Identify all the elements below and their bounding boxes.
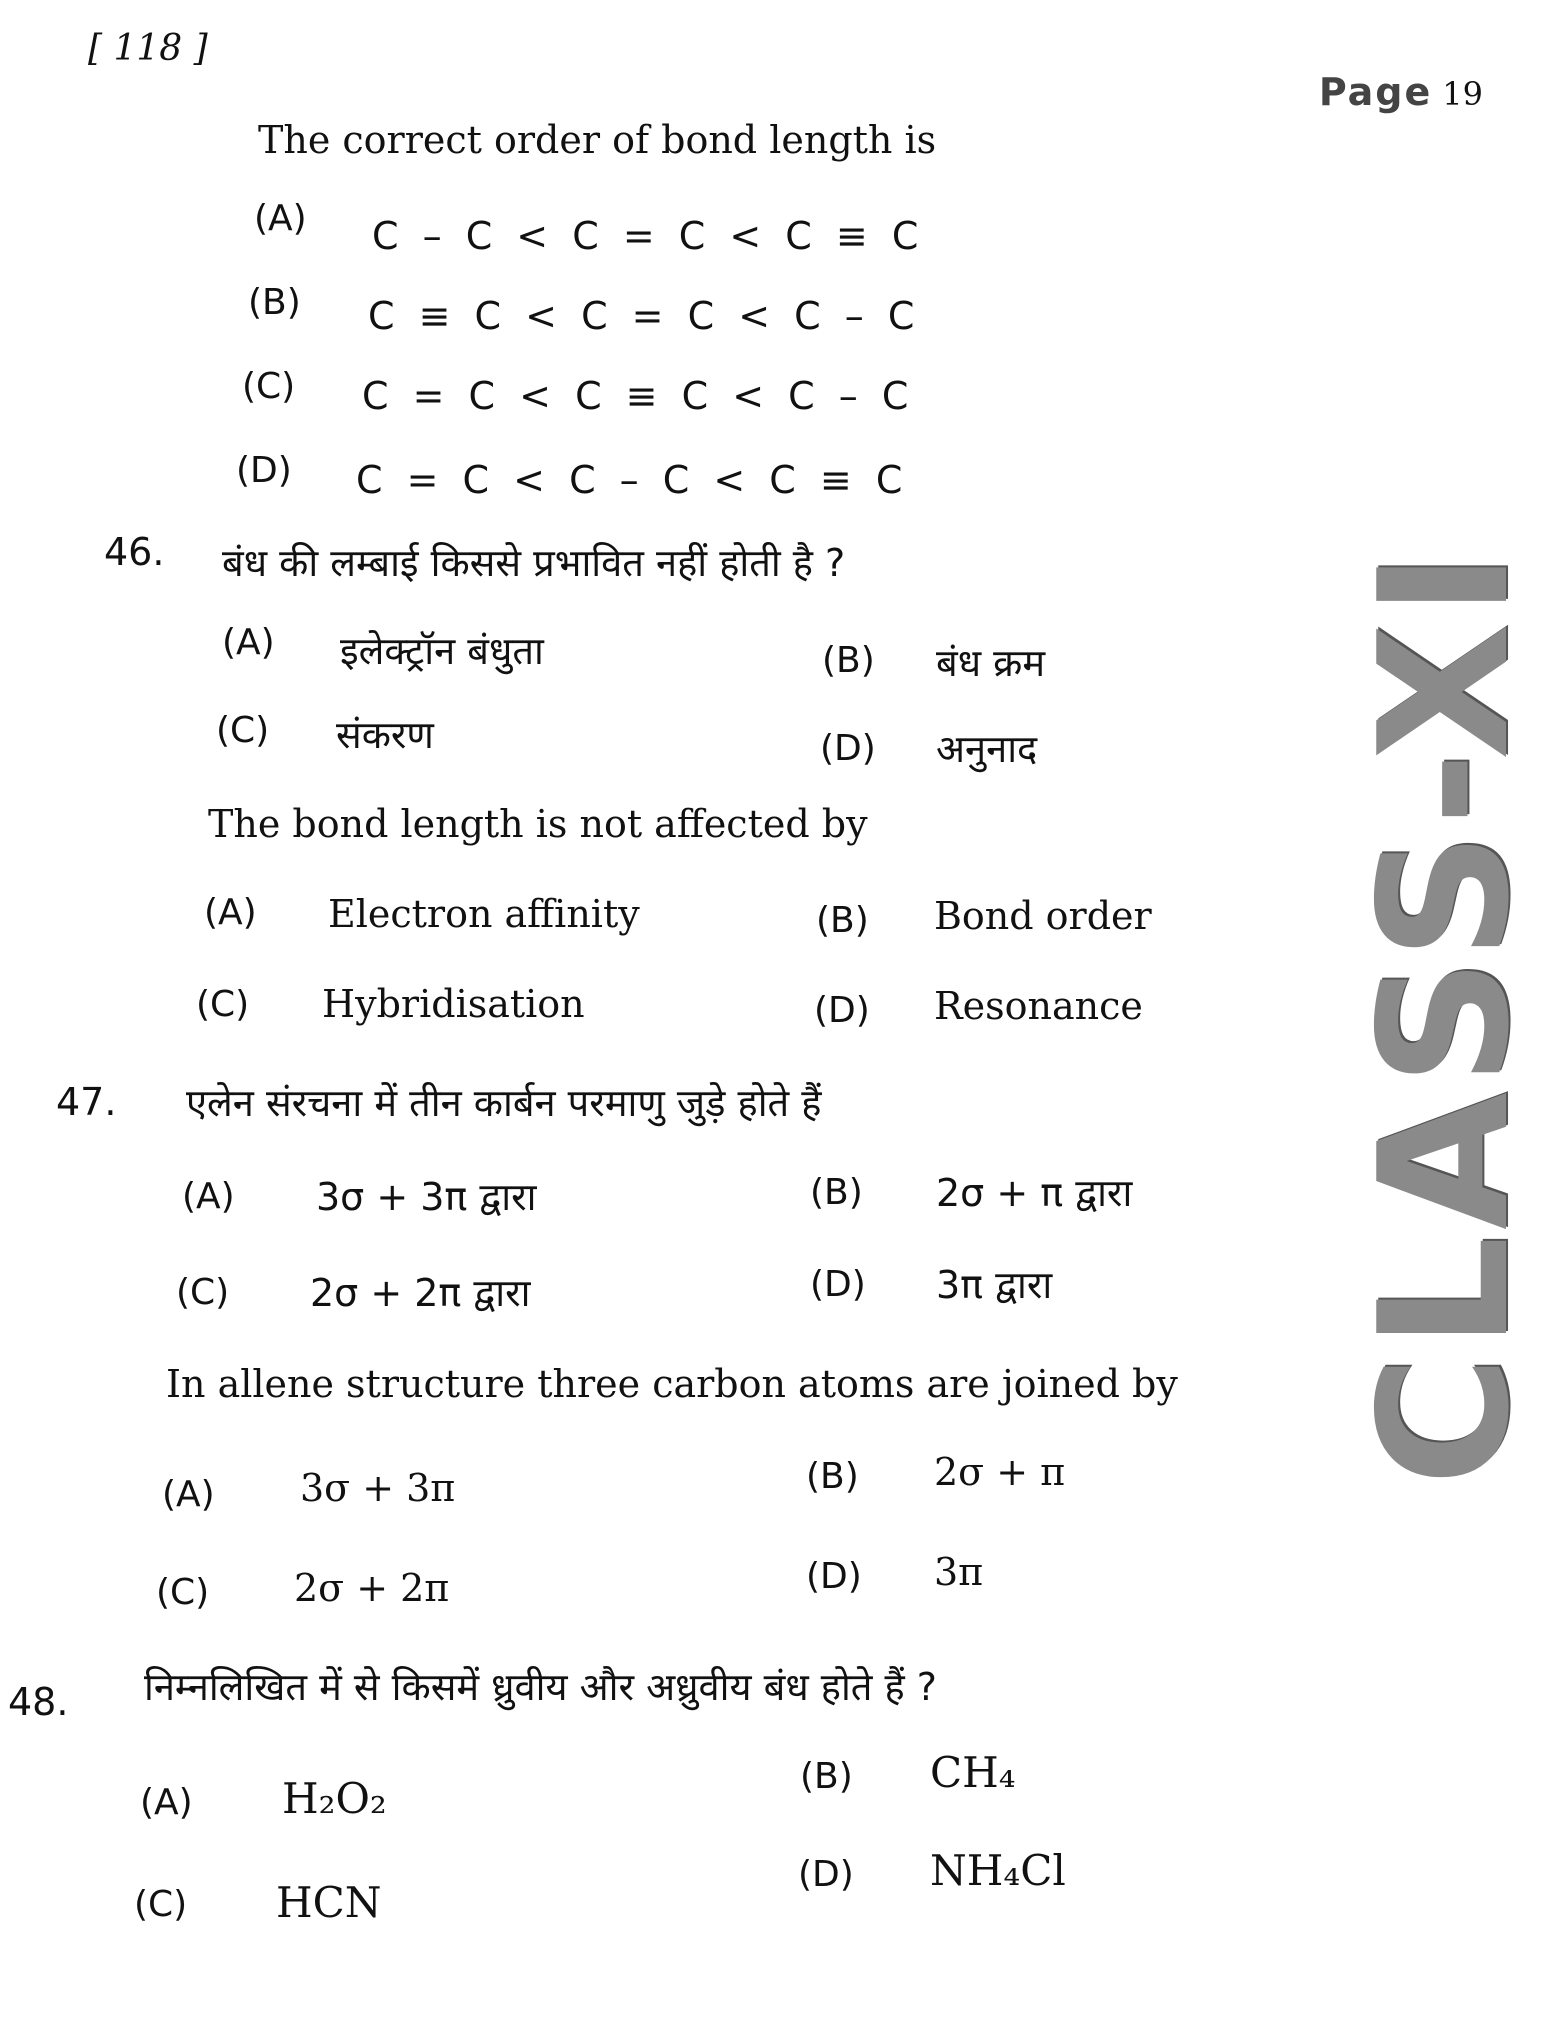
q46-option-a-text-en: Electron affinity (328, 892, 640, 936)
q47-option-c-label-en: (C) (156, 1572, 210, 1613)
page-bracket-number: [ 118 ] (88, 28, 208, 69)
q47-option-c-label-hi: (C) (176, 1272, 230, 1313)
q47-option-a-text-en: 3σ + 3π (300, 1466, 456, 1510)
class-side-banner-text: CLASS-XI (1341, 544, 1549, 1486)
q45-option-d-text: C = C < C – C < C ≡ C (356, 458, 909, 502)
q47-option-b-text-en: 2σ + π (934, 1450, 1066, 1494)
q46-option-c-text-en: Hybridisation (322, 982, 585, 1026)
q48-option-b-label: (B) (800, 1756, 853, 1797)
q47-option-a-label-en: (A) (162, 1474, 215, 1515)
q47-option-b-label-hi: (B) (810, 1172, 863, 1213)
q47-option-d-text-en: 3π (934, 1550, 984, 1594)
q45-option-c-text: C = C < C ≡ C < C – C (362, 374, 915, 418)
q46-question-en: The bond length is not affected by (208, 802, 868, 846)
q47-option-d-text-hi: 3π द्वारा (936, 1263, 1053, 1307)
q46-option-b-text-en: Bond order (934, 894, 1152, 938)
q46-option-c-label-en: (C) (196, 984, 250, 1025)
q46-option-d-label-en: (D) (814, 990, 870, 1031)
q47-question-en: In allene structure three carbon atoms are joined by (166, 1362, 1178, 1406)
q46-option-b-label-hi: (B) (822, 640, 875, 681)
q48-question-hi: निम्नलिखित में से किसमें ध्रुवीय और अध्रुवीय बंध होते हैं ? (144, 1665, 937, 1709)
q47-option-d-label-hi: (D) (810, 1264, 866, 1305)
q47-option-c-text-hi: 2σ + 2π द्वारा (310, 1271, 531, 1315)
q45-option-a-text: C – C < C = C < C ≡ C (372, 214, 925, 258)
q46-option-c-label-hi: (C) (216, 710, 270, 751)
page-header-word: Page (1318, 70, 1433, 114)
page-header-number: 19 (1442, 75, 1483, 113)
q48-option-a-label: (A) (140, 1782, 193, 1823)
q46-number: 46. (104, 530, 165, 574)
q48-option-d-label: (D) (798, 1854, 854, 1895)
q46-option-d-text-hi: अनुनाद (936, 727, 1038, 771)
q46-option-d-label-hi: (D) (820, 728, 876, 769)
q47-option-b-text-hi: 2σ + π द्वारा (936, 1171, 1133, 1215)
q46-option-d-text-en: Resonance (934, 984, 1143, 1028)
q48-option-d-text: NH₄Cl (930, 1846, 1066, 1895)
q47-number: 47. (56, 1080, 117, 1124)
q45-option-b-text: C ≡ C < C = C < C – C (368, 294, 921, 338)
q48-option-a-text: H₂O₂ (282, 1774, 387, 1823)
q46-option-a-text-hi: इलेक्ट्रॉन बंधुता (340, 629, 544, 673)
q48-number: 48. (8, 1680, 69, 1724)
q46-option-b-label-en: (B) (816, 900, 869, 941)
q46-option-b-text-hi: बंध क्रम (936, 641, 1046, 685)
page-header (1319, 70, 1483, 114)
q47-option-d-label-en: (D) (806, 1556, 862, 1597)
q46-option-a-label-hi: (A) (222, 622, 275, 663)
q46-option-a-label-en: (A) (204, 892, 257, 933)
q47-option-c-text-en: 2σ + 2π (294, 1566, 450, 1610)
q45-option-d-label: (D) (236, 450, 292, 491)
q45-question-en: The correct order of bond length is (258, 118, 937, 162)
q47-option-b-label-en: (B) (806, 1456, 859, 1497)
q45-option-b-label: (B) (248, 282, 301, 323)
q47-question-hi: एलेन संरचना में तीन कार्बन परमाणु जुड़े होते हैं (186, 1081, 822, 1125)
q46-option-c-text-hi: संकरण (336, 713, 434, 757)
q48-option-b-text: CH₄ (930, 1748, 1016, 1797)
class-side-banner (1341, 440, 1549, 1590)
q48-option-c-label: (C) (134, 1884, 188, 1925)
q45-option-a-label: (A) (254, 198, 307, 239)
q48-option-c-text: HCN (276, 1878, 382, 1927)
q45-option-c-label: (C) (242, 366, 296, 407)
q46-question-hi: बंध की लम्बाई किससे प्रभावित नहीं होती है ? (222, 541, 846, 585)
q47-option-a-text-hi: 3σ + 3π द्वारा (316, 1175, 537, 1219)
q47-option-a-label-hi: (A) (182, 1176, 235, 1217)
